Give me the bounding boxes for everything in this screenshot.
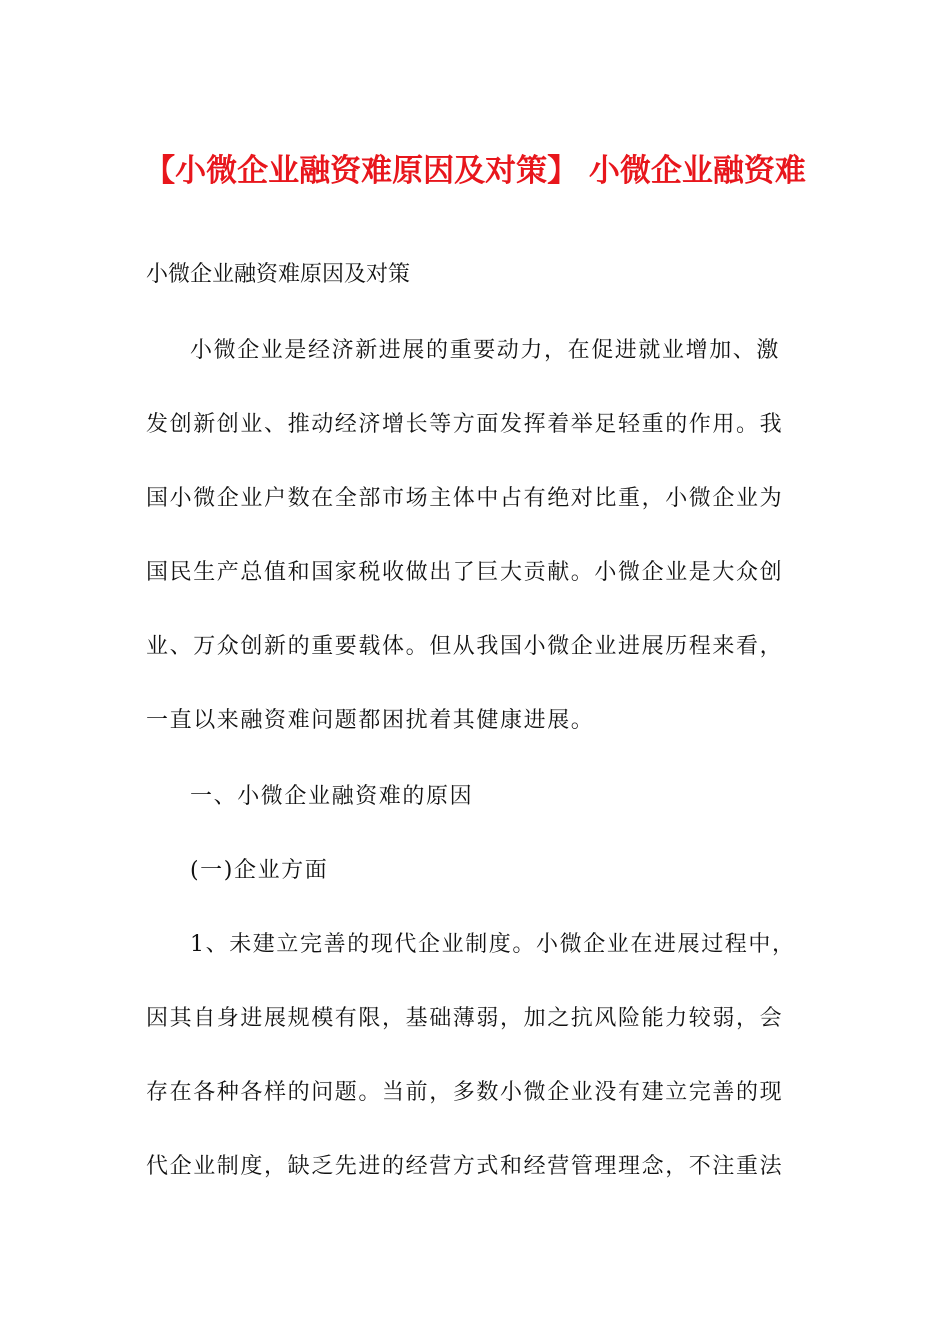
paragraph-line: 小微企业是经济新进展的重要动力，在促进就业增加、激 (190, 338, 781, 363)
paragraph-line: 代企业制度，缺乏先进的经营方式和经营管理理念，不注重法 (146, 1154, 784, 1179)
document-subtitle: 小微企业融资难原因及对策 (146, 262, 411, 287)
paragraph-line: 因其自身进展规模有限，基础薄弱，加之抗风险能力较弱，会 (146, 1006, 784, 1031)
paragraph-line: 国民生产总值和国家税收做出了巨大贡献。小微企业是大众创 (146, 560, 784, 585)
paragraph-line: 业、万众创新的重要载体。但从我国小微企业进展历程来看， (146, 634, 784, 659)
section-heading: 一、小微企业融资难的原因 (190, 784, 474, 809)
paragraph-line: 存在各种各样的问题。当前，多数小微企业没有建立完善的现 (146, 1080, 784, 1105)
document-title: 【小微企业融资难原因及对策】 小微企业融资难 (144, 153, 806, 189)
paragraph-line: 一直以来融资难问题都困扰着其健康进展。 (146, 708, 595, 733)
paragraph-line: 1、未建立完善的现代企业制度。小微企业在进展过程中， (190, 932, 796, 957)
subsection-heading: (一)企业方面 (190, 858, 329, 883)
paragraph-line: 国小微企业户数在全部市场主体中占有绝对比重，小微企业为 (146, 486, 784, 511)
paragraph-line: 发创新创业、推动经济增长等方面发挥着举足轻重的作用。我 (146, 412, 784, 437)
